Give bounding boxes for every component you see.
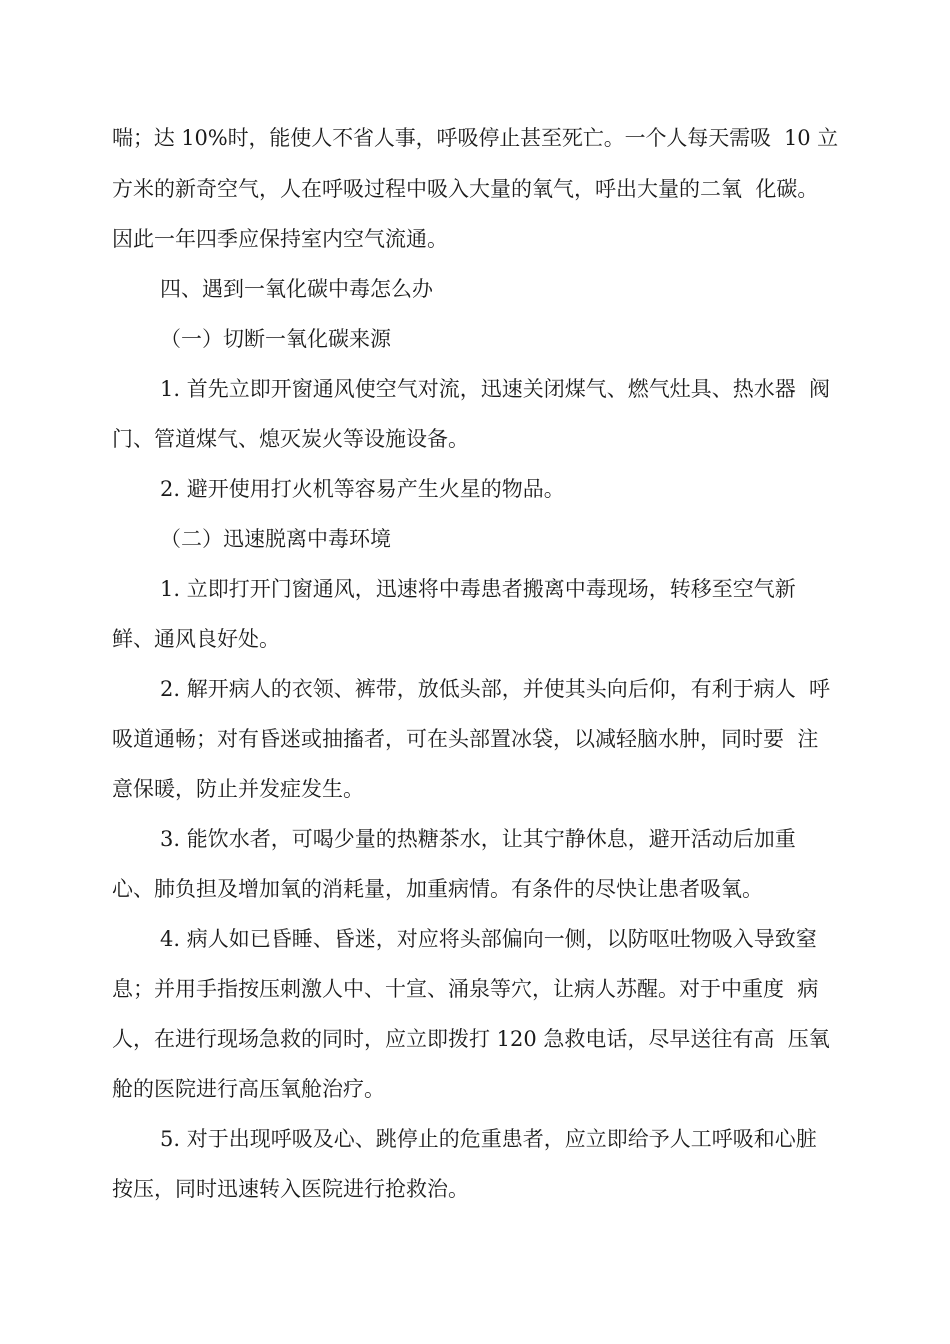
text-line: 2. 避开使用打火机等容易产生火星的物品。	[160, 477, 565, 501]
text-line: 因此一年四季应保持室内空气流通。	[112, 227, 448, 251]
text-line: 息；并用手指按压刺激人中、十宣、涌泉等穴，让病人苏醒。对于中重度 病	[112, 977, 819, 1001]
text-line: 鲜、通风良好处。	[112, 627, 280, 651]
section-heading: 四、遇到一氧化碳中毒怎么办	[160, 277, 433, 301]
text-line: 方米的新奇空气，人在呼吸过程中吸入大量的氧气，呼出大量的二氧 化碳。	[112, 177, 819, 201]
text-line: 3. 能饮水者，可喝少量的热糖茶水，让其宁静休息，避开活动后加重	[160, 827, 796, 851]
text-line: 4. 病人如已昏睡、昏迷，对应将头部偏向一侧，以防呕吐物吸入导致窒	[160, 927, 817, 951]
text-line: 吸道通畅；对有昏迷或抽搐者，可在头部置冰袋，以减轻脑水肿，同时要 注	[112, 727, 819, 751]
text-line: 1. 首先立即开窗通风使空气对流，迅速关闭煤气、燃气灶具、热水器 阀	[160, 377, 831, 401]
text-line: 心、肺负担及增加氧的消耗量，加重病情。有条件的尽快让患者吸氧。	[112, 877, 763, 901]
text-line: 意保暖，防止并发症发生。	[112, 777, 364, 801]
subsection-heading: （二）迅速脱离中毒环境	[160, 527, 391, 551]
text-line: 1. 立即打开门窗通风，迅速将中毒患者搬离中毒现场，转移至空气新	[160, 577, 796, 601]
text-line: 门、管道煤气、熄灭炭火等设施设备。	[112, 427, 469, 451]
text-line: 5. 对于出现呼吸及心、跳停止的危重患者，应立即给予人工呼吸和心脏	[160, 1127, 817, 1151]
text-line: 人，在进行现场急救的同时，应立即拨打 120 急救电话，尽早送往有高 压氧	[112, 1027, 830, 1051]
text-line: 按压，同时迅速转入医院进行抢救治。	[112, 1177, 469, 1201]
text-line: 喘；达 10%时，能使人不省人事，呼吸停止甚至死亡。一个人每天需吸 10 立	[112, 126, 838, 150]
text-line: 舱的医院进行高压氧舱治疗。	[112, 1077, 385, 1101]
text-line: 2. 解开病人的衣领、裤带，放低头部，并使其头向后仰，有利于病人 呼	[160, 677, 831, 701]
subsection-heading: （一）切断一氧化碳来源	[160, 327, 391, 351]
